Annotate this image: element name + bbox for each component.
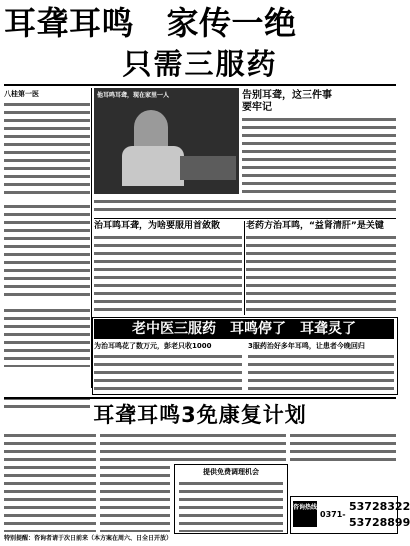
left-body-text-3 — [4, 307, 90, 367]
hotline-label: 咨询热线 — [293, 501, 317, 527]
top-divider — [4, 84, 396, 86]
photo-table — [180, 156, 236, 180]
subheadline: 只需三服药 — [122, 47, 278, 81]
promo-offer-text — [179, 480, 283, 532]
left-body-text-2 — [4, 203, 90, 301]
promo-title: 耳聋耳鸣3免康复计划 — [93, 403, 307, 427]
promo-offer-box — [174, 464, 288, 534]
mid-divider — [94, 218, 396, 219]
portrait-photo-icon — [94, 88, 239, 194]
mid-column-divider — [244, 221, 245, 315]
promo-right-body — [290, 432, 396, 462]
banner-left-body — [94, 353, 242, 391]
promo-middle-body-2 — [100, 464, 170, 532]
left-body-text-1 — [4, 101, 90, 197]
right-top-heading — [242, 90, 396, 114]
promo-left-body — [4, 432, 96, 532]
photo-caption: 他耳鸣耳聋，现在家里一人 — [97, 92, 170, 99]
headline: 耳聋耳鸣 家传一绝 — [4, 4, 297, 42]
left-column — [4, 88, 90, 391]
center-body-under-photo — [94, 198, 396, 214]
banner-right-sub: 3服药治好多年耳鸣，让患者今晚回归 — [248, 342, 365, 350]
right-top-heading-2: 要牢记 — [242, 102, 272, 113]
promo-middle-body-1 — [100, 432, 286, 462]
photo-figure-body — [122, 146, 184, 186]
phone-prefix: 0371- — [320, 510, 346, 519]
banner-left-sub: 为治耳鸣花了数万元，彭老只收1000 — [94, 342, 212, 350]
promo-slogan: 提供免费调理机会 — [203, 468, 259, 476]
mid-left-heading: 治耳鸣耳聋，为啥要服用首敛散 — [94, 221, 221, 231]
hotline-box[interactable] — [290, 496, 410, 534]
mid-right-heading: 老药方治耳鸣，“益肾清肝”是关键 — [246, 221, 384, 231]
promo-footer: 特别提醒：咨询者请于次日前来（本方案在周六、日全日开放） — [4, 535, 173, 542]
mid-left-body — [94, 234, 242, 314]
bottom-divider — [4, 397, 396, 399]
mid-right-body — [246, 234, 396, 314]
right-top-heading-1: 告别耳聋，这三件事 — [242, 90, 332, 101]
phone-number-1[interactable]: 53728322 — [349, 500, 410, 513]
phone-number-2[interactable]: 53728899 — [349, 516, 410, 529]
right-top-body — [242, 116, 396, 194]
banner-main: 老中医三服药 耳鸣停了 耳聋灵了 — [94, 319, 394, 339]
left-lead-heading: 八桂第一医 — [4, 90, 39, 98]
banner-right-body — [248, 353, 394, 391]
